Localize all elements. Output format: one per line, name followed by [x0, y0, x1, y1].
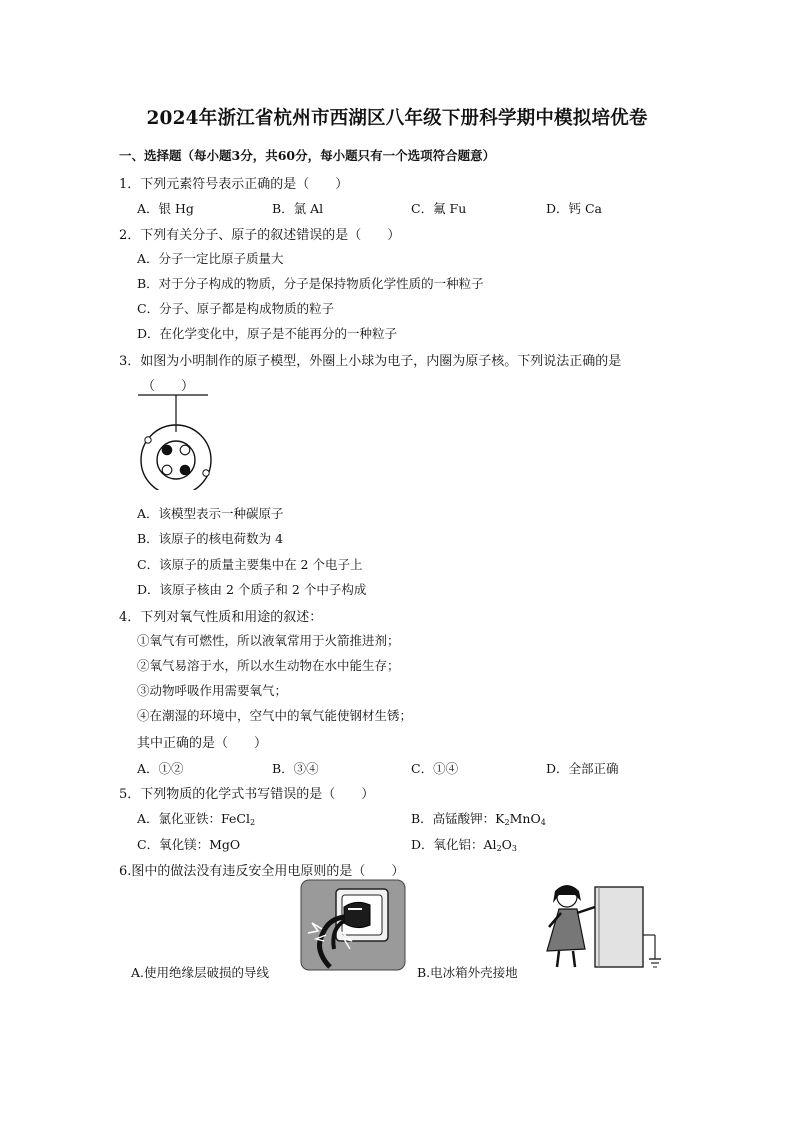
q1-option-c: C．氟 Fu [411, 201, 467, 216]
electron-bottom-right [203, 470, 209, 476]
q4-statement-1: ①氧气有可燃性，所以液氧常用于火箭推进剂； [137, 633, 400, 648]
q5-option-b-mid: MnO [509, 811, 541, 826]
q2-option-a: A．分子一定比原子质量大 [137, 251, 284, 266]
page-title: 2024年浙江省杭州市西湖区八年级下册科学期中模拟培优卷 [146, 108, 648, 129]
atom-model-figure [132, 390, 216, 490]
nucleus-particle-hollow-2 [162, 465, 172, 475]
q5-option-d-mid: O [501, 837, 512, 852]
q4-ask: 其中正确的是（ ） [137, 736, 268, 751]
q5-option-c: C．氧化镁：MgO [137, 837, 241, 852]
q4-statement-3: ③动物呼吸作用需要氧气； [137, 683, 288, 698]
girl-dress [547, 909, 585, 951]
q4-option-c: C．①④ [411, 761, 459, 776]
q5-option-b-sub2: 4 [540, 818, 546, 827]
q6-option-a: A.使用绝缘层破损的导线 [131, 965, 270, 980]
refrigerator-body [595, 887, 643, 967]
q3-answer-paren: （ ） [142, 379, 195, 394]
nucleus-particle-filled-2 [180, 465, 190, 475]
electron-top-left [145, 437, 151, 443]
q1-stem: 1．下列元素符号表示正确的是（ ） [119, 177, 349, 192]
q5-option-d-sub1: 2 [496, 844, 502, 853]
q4-option-d: D．全部正确 [546, 761, 619, 776]
section-heading: 一、选择题（每小题3分，共60分，每小题只有一个选项符合题意） [119, 148, 496, 163]
q4-statement-4: ④在潮湿的环境中，空气中的氧气能使钢材生锈； [137, 708, 413, 723]
q5-option-d [411, 835, 517, 853]
q6-stem: 6.图中的做法没有违反安全用电原则的是（ ） [119, 864, 405, 879]
plug-body [344, 902, 370, 927]
nucleus-particle-hollow-1 [180, 445, 190, 455]
q4-stem: 4．下列对氧气性质和用途的叙述： [119, 610, 323, 625]
q6-option-b: B.电冰箱外壳接地 [417, 965, 518, 980]
q5-option-d-sub2: 3 [511, 844, 517, 853]
q2-option-d: D．在化学变化中，原子是不能再分的一种粒子 [137, 326, 398, 341]
q1-option-b: B．氯 Al [272, 201, 324, 216]
q5-option-b-sub1: 2 [504, 818, 510, 827]
q1-option-d: D．钙 Ca [546, 201, 603, 216]
q4-statement-2: ②氧气易溶于水，所以水生动物在水中能生存； [137, 658, 400, 673]
q5-option-a [137, 809, 255, 827]
inner-nucleus-circle [157, 441, 195, 479]
girl-arm-reaching [577, 907, 595, 913]
q5-option-a-sub: 2 [249, 818, 256, 827]
q5-option-a-text: A．氯化亚铁：FeCl [137, 811, 250, 826]
q2-option-c: C．分子、原子都是构成物质的粒子 [137, 301, 335, 316]
girl-legs [557, 951, 575, 967]
q3-option-a: A．该模型表示一种碳原子 [137, 506, 284, 521]
q3-option-d: D．该原子核由 2 个质子和 2 个中子构成 [137, 582, 367, 597]
q5-option-d-text: D．氧化铝：Al [411, 837, 497, 852]
q5-stem: 5．下列物质的化学式书写错误的是（ ） [119, 787, 375, 802]
q5-option-b-text: B．高锰酸钾：K [411, 811, 505, 826]
q2-option-b: B．对于分子构成的物质，分子是保持物质化学性质的一种粒子 [137, 276, 484, 291]
q3-option-b: B．该原子的核电荷数为 4 [137, 531, 284, 546]
outer-orbit [141, 425, 211, 490]
nucleus-particle-filled-1 [162, 445, 172, 455]
q3-option-c: C．该原子的质量主要集中在 2 个电子上 [137, 557, 363, 572]
q2-stem: 2．下列有关分子、原子的叙述错误的是（ ） [119, 228, 401, 243]
q3-stem: 3．如图为小明制作的原子模型，外圈上小球为电子，内圈为原子核。下列说法正确的是 [119, 354, 622, 369]
q1-option-a: A．银 Hg [137, 201, 194, 216]
q4-option-b: B．③④ [272, 761, 319, 776]
q5-option-b [411, 809, 546, 827]
refrigerator-grounded-picture [537, 879, 667, 975]
q4-option-a: A．①② [137, 761, 184, 776]
damaged-wire-picture [300, 879, 406, 971]
